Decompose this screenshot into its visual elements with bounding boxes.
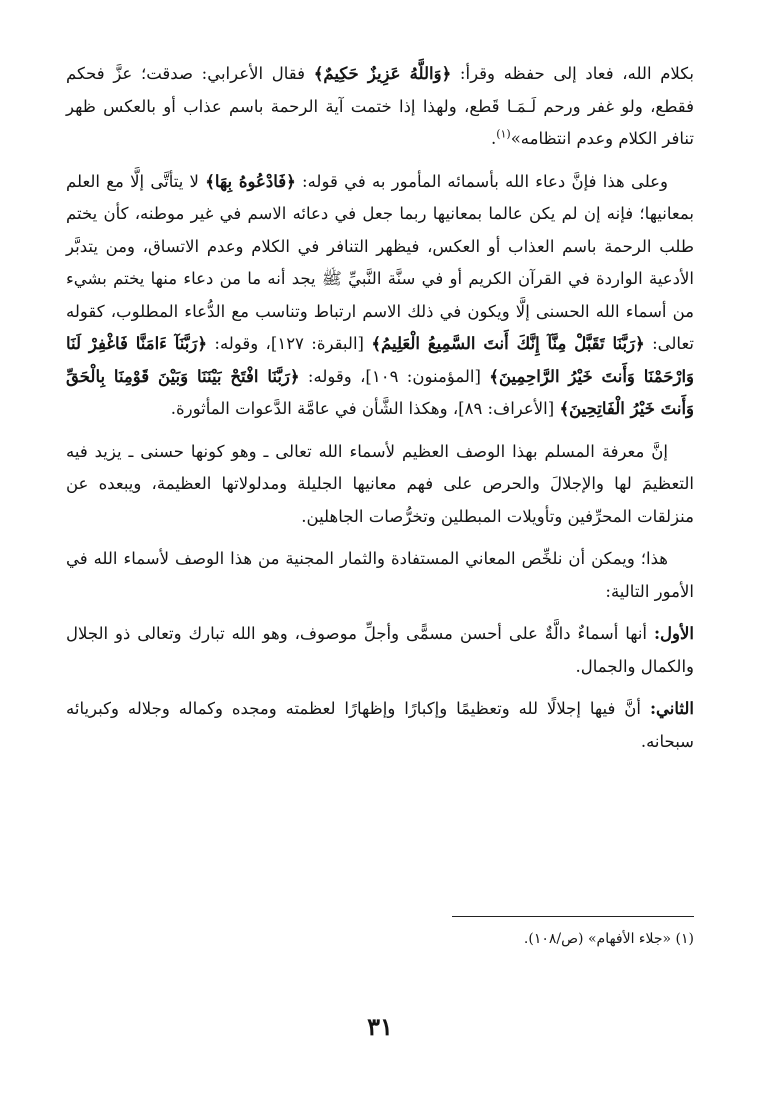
text-run: وعلى هذا فإنَّ دعاء الله بأسمائه المأمور به في قوله:	[295, 171, 668, 191]
paragraph-2	[66, 166, 694, 426]
text-run: [البقرة: ١٢٧]، وقوله:	[207, 334, 372, 353]
page-number: ٣١	[367, 1012, 393, 1041]
point-label: الثاني:	[649, 699, 694, 718]
text-run: فقال الأعرابي: صدقت؛ عزَّ فحكم فقطع، ولو غفر ورحم لَـمَـا قَطع، ولهذا إذا ختمت آية الرحمة باسم عذاب أو بالعكس ظهر تنافر الكلام وعدم انتظامه»	[66, 64, 694, 148]
quran-quote: ﴿رَبَّنَا افْتَحْ بَيْنَنَا وَبَيْنَ قَوْمِنَا بِالْحَقِّ وَأَنتَ خَيْرُ الْفَاتِحِينَ﴾	[66, 366, 694, 418]
footnote-divider	[452, 916, 694, 917]
text-run: هذا؛ ويمكن أن نلخِّص المعاني المستفادة والثمار المجنية من هذا الوصف لأسماء الله في الأمور التالية:	[66, 549, 694, 601]
paragraph-6	[66, 693, 694, 758]
text-run: لا يتأتَّى إلَّا مع العلم بمعانيها؛ فإنه إن لم يكن عالما بمعانيها ربما جعل في دعائه الاسم في غير موطنه، كأن يختم طلب الرحمة باسم العذاب أو العكس، فيظهر التنافر في الكلام وعدم الاتساق، ومن يتدبَّر الأدعية الواردة في القرآن الكريم أو في سنَّة النَّبيِّ ﷺ يجد أنه ما من دعاء منها يختم بشيء من أسماء الله الحسنى إلَّا ويكون في ذلك الاسم ارتباط وتناسب مع الدُّعاء المطلوب، كقوله تعالى:	[66, 171, 694, 353]
point-label: الأول:	[653, 624, 694, 643]
paragraph-5	[66, 618, 694, 683]
paragraph-3	[66, 436, 694, 534]
text-run: أنَّ فيها إجلالًا لله وتعظيمًا وإكبارًا وإظهارًا لعظمته ومجده وكماله وجلاله وكبريائه سبحانه.	[66, 699, 694, 751]
text-run: بكلام الله، فعاد إلى حفظه وقرأ:	[451, 64, 694, 83]
text-run: .	[490, 129, 497, 148]
text-run: [الأعراف: ٨٩]، وهكذا الشَّأن في عامَّة الدَّعوات المأثورة.	[170, 399, 560, 418]
footnote: (١) «جلاء الأفهام» (ص/١٠٨).	[523, 931, 694, 947]
footnote-reference: (١)	[496, 127, 511, 141]
paragraph-4	[66, 543, 694, 608]
quran-quote: ﴿رَبَّنَا تَقَبَّلْ مِنَّآ إِنَّكَ أَنتَ السَّمِيعُ الْعَلِيمُ﴾	[371, 334, 645, 353]
paragraph-1	[66, 58, 694, 156]
quran-quote: ﴿فَادْعُوهُ بِهَا﴾	[205, 171, 296, 191]
quran-quote: ﴿وَاللَّهُ عَزِيزٌ حَكِيمٌ﴾	[313, 64, 452, 83]
text-run: أنها أسماءٌ دالَّةٌ على أحسن مسمًّى وأجلِّ موصوف، وهو الله تبارك وتعالى ذو الجلال والكمال والجمال.	[66, 624, 694, 676]
page-body	[66, 58, 694, 768]
text-run: [المؤمنون: ١٠٩]، وقوله:	[299, 366, 490, 386]
quran-quote: ﴿رَبَّنَآ ءَامَنَّا فَاغْفِرْ لَنَا وَارْحَمْنَا وَأَنتَ خَيْرُ الرَّاحِمِينَ﴾	[66, 334, 694, 386]
text-run: إنَّ معرفة المسلم بهذا الوصف العظيم لأسماء الله تعالى ـ وهو كونها حسنى ـ يزيد فيه التعظيمَ لها والإجلالَ والحرص على فهم معانيها الجليلة ومدلولاتها العظيمة، ويبعده عن منزلقات المحرِّفين وتأويلات المبطلين وتخرُّصات الجاهلين.	[66, 441, 694, 526]
